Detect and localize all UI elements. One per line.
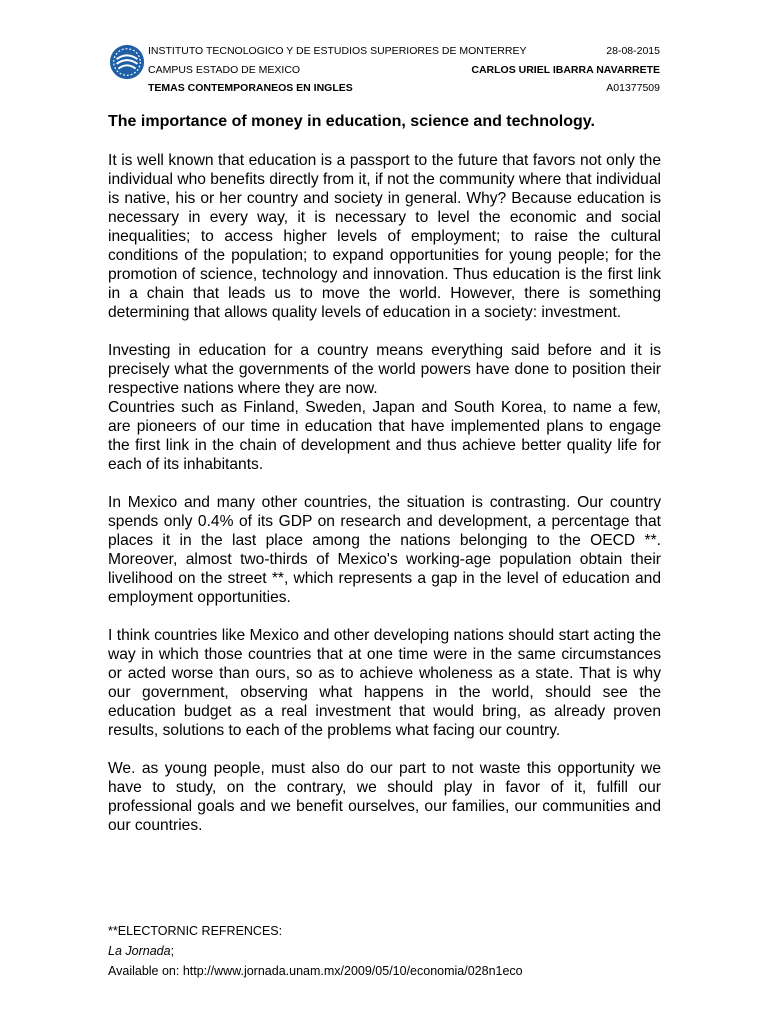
references-heading: **ELECTORNIC REFRENCES: [108,924,283,938]
reference-source-line [108,941,668,961]
reference-url-line: Available on: http://www.jornada.unam.mx/2009/05/10/economia/028n1eco [108,964,523,978]
paragraph-6: We. as young people, must also do our part to not waste this opportunity we have to study, on the contrary, we should play in favor of it, fulfill our professional goals and we benefit ourselves, our families, our communities and our countries. [108,760,661,834]
document-title: The importance of money in education, science and technology. [108,113,595,130]
references-section [108,921,668,981]
document-header [108,40,660,100]
course-name: TEMAS CONTEMPORANEOS EN INGLES [148,82,353,94]
header-line-3 [148,79,660,97]
student-id: A01377509 [606,82,660,94]
reference-source-suffix: ; [170,944,175,958]
paragraph-5: I think countries like Mexico and other developing nations should start acting the way in which those countries that at one time were in the same circumstances or acted worse than ours, so as to achieve wholeness as a state. That is why our government, observing what happens in the world, should see the education budget as a real investment that would bring, as already proven results, solutions to each of the problems what facing our country. [108,627,661,739]
document-date: 28-08-2015 [606,45,660,57]
tec-de-monterrey-logo-icon [108,43,146,81]
paragraph-2: Investing in education for a country means everything said before and it is precisely what the governments of the world powers have done to position their respective nations where they are now. [108,342,661,397]
institution-name: INSTITUTO TECNOLOGICO Y DE ESTUDIOS SUPERIORES DE MONTERREY [148,45,527,57]
reference-source: La Jornada [108,944,171,958]
header-line-2 [148,61,660,79]
paragraph-3: Countries such as Finland, Sweden, Japan and South Korea, to name a few, are pioneers of our time in education that have implemented plans to engage the first link in the chain of development and thus achieve better quality life for each of its inhabitants. [108,399,661,473]
author-name: CARLOS URIEL IBARRA NAVARRETE [471,64,660,76]
paragraph-1: It is well known that education is a passport to the future that favors not only the individual who benefits directly from it, if not the community where that individual is native, his or her country and society in general. Why? Because education is necessary in every way, it is necessary to level the economic and social inequalities; to access higher levels of employment; to raise the cultural conditions of the population; to expand opportunities for young people; for the promotion of science, technology and innovation. Thus education is the first link in a chain that leads us to move the world. However, there is something determining that allows quality levels of education in a society: investment. [108,152,661,321]
document-body [108,151,661,854]
header-line-1 [148,42,660,60]
campus-name: CAMPUS ESTADO DE MEXICO [148,64,301,76]
paragraph-4: In Mexico and many other countries, the situation is contrasting. Our country spends only 0.4% of its GDP on research and development, a percentage that places it in the last place among the nations belonging to the OECD **. Moreover, almost two-thirds of Mexico's working-age population obtain their livelihood on the street **, which represents a gap in the level of education and employment opportunities. [108,494,661,606]
